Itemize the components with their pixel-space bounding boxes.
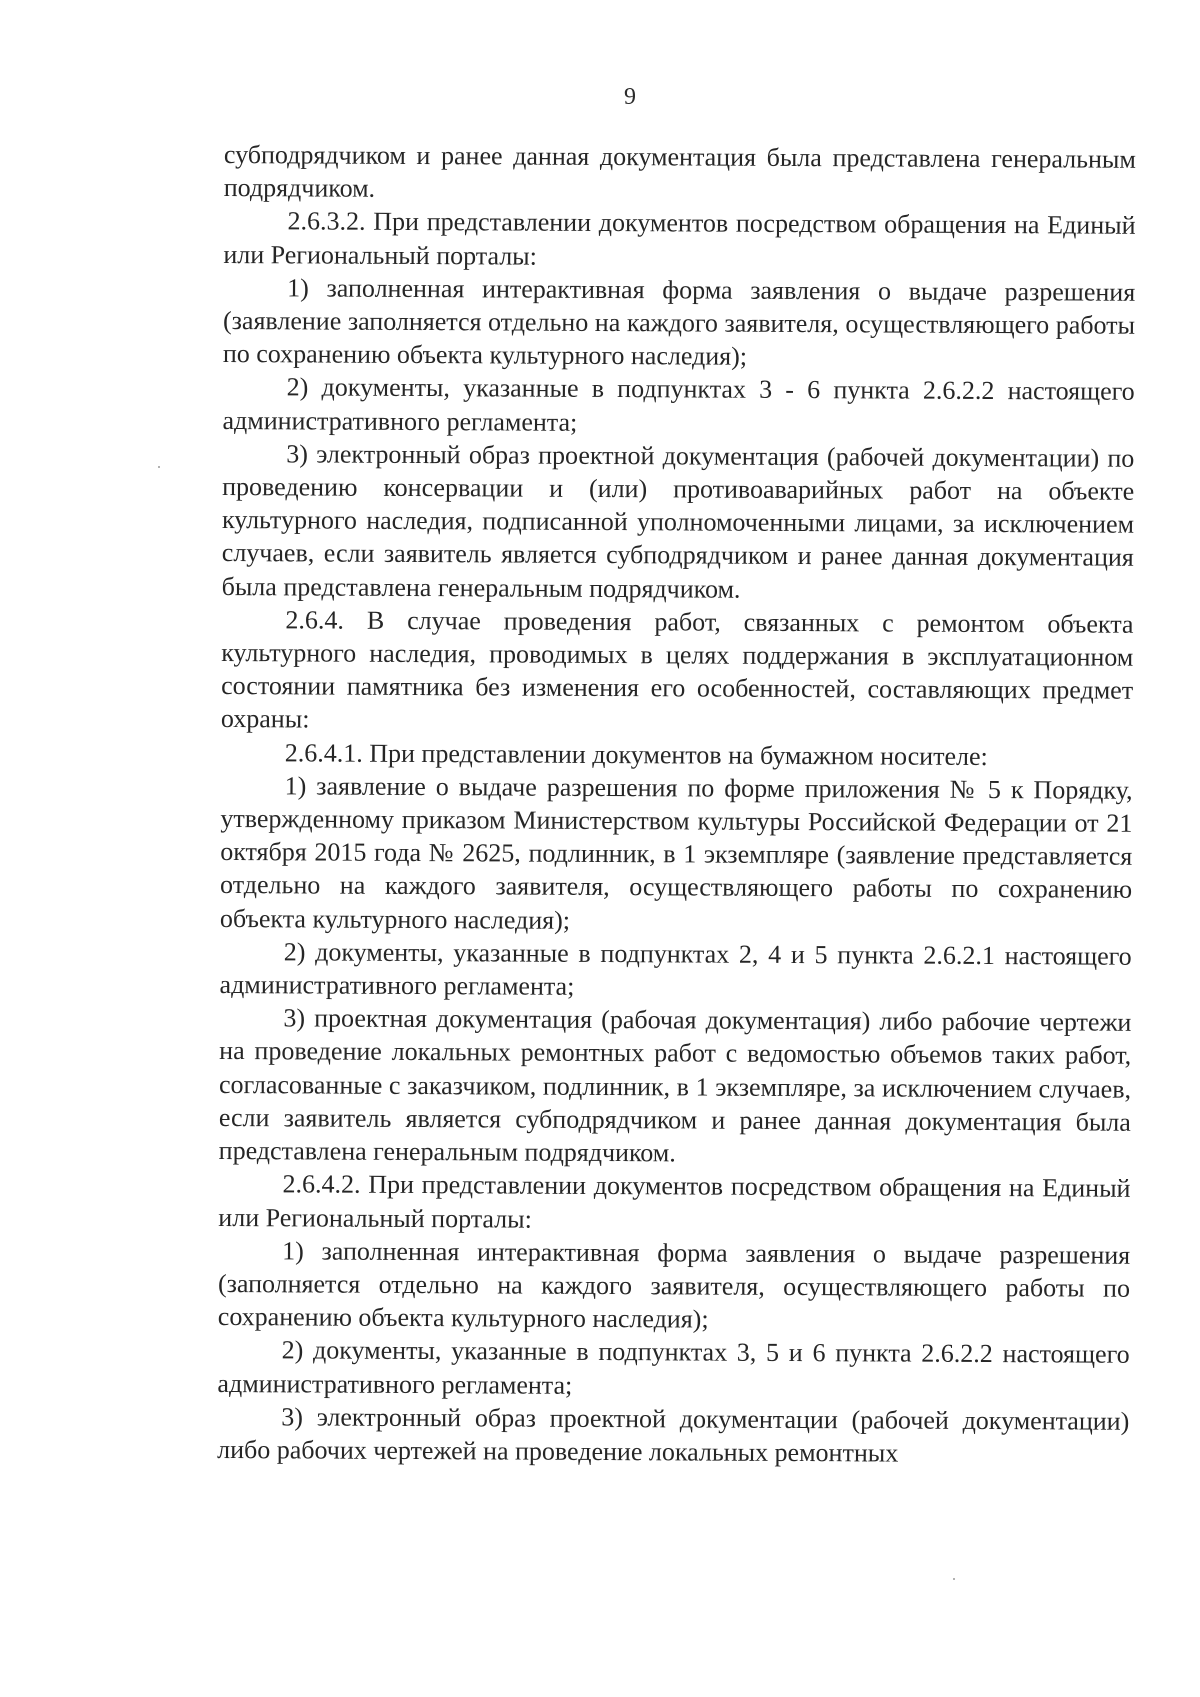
document-body — [217, 138, 1136, 1471]
paragraph-continuation: субподрядчиком и ранее данная документация была представлена генеральным подрядчиком. — [223, 139, 1136, 203]
list-item-3: 3) проектная документация (рабочая документация) либо рабочие чертежи на проведение локальных ремонтных работ с ведомостью объемов таких работ, согласованные с заказчиком, подлинник, в 1 экземпляре, за исключением случаев, если заявитель является субподрядчиком и ранее данная документация была представлена генеральным подрядчиком. — [218, 1003, 1132, 1168]
paragraph-2-6-4: 2.6.4. В случае проведения работ, связанных с ремонтом объекта культурного наследия, проводимых в целях поддержания в эксплуатационном состоянии памятника без изменения его особенностей, составляющих предмет охраны: — [220, 605, 1134, 734]
paragraph-2-6-4-2: 2.6.4.2. При представлении документов посредством обращения на Единый или Региональный порталы: — [218, 1169, 1131, 1234]
list-item-2: 2) документы, указанные в подпунктах 3, 5 и 6 пункта 2.6.2.2 настоящего административного регламента; — [217, 1335, 1130, 1400]
list-item-1: 1) заполненная интерактивная форма заявления о выдаче разрешения (заполняется отдельно на каждого заявителя, осуществляющего работы по сохранению объекта культурного наследия); — [217, 1236, 1131, 1334]
list-item-2: 2) документы, указанные в подпунктах 3 - 6 пункта 2.6.2.2 настоящего административного регламента; — [222, 372, 1135, 437]
scan-speck — [158, 466, 160, 468]
list-item-3: 3) электронный образ проектной документация (рабочей документации) по проведению консервации и (или) противоаварийных работ на объекте культурного наследия, подписанной уполномоченными лицами, за исключением случаев, если заявитель является субподрядчиком и ранее данная документация была представлена генеральным подрядчиком. — [221, 439, 1135, 604]
list-item-1: 1) заполненная интерактивная форма заявления о выдаче разрешения (заявление заполняется отдельно на каждого заявителя, осуществляющего работы по сохранению объекта культурного наследия); — [222, 273, 1136, 371]
scan-speck — [953, 1578, 955, 1580]
paragraph-2-6-4-1: 2.6.4.1. При представлении документов на бумажном носителе: — [284, 737, 988, 771]
page-number: 9 — [624, 84, 636, 110]
list-item-1: 1) заявление о выдаче разрешения по форме приложения № 5 к Порядку, утвержденному приказом Министерством культуры Российской Федерации от 21 октября 2015 года № 2625, подлинник, в 1 экземпляре (заявление представляется отдельно на каждого заявителя, осуществляющего работы по сохранению объекта культурного наследия); — [219, 771, 1133, 935]
list-item-2: 2) документы, указанные в подпунктах 2, 4 и 5 пункта 2.6.2.1 настоящего административного регламента; — [219, 937, 1132, 1001]
list-item-3-partial: 3) электронный образ проектной документации (рабочей документации) либо рабочих чертежей на проведение локальных ремонтных — [217, 1402, 1130, 1468]
paragraph-2-6-3-2: 2.6.3.2. При представлении документов посредством обращения на Единый или Региональный порталы: — [223, 206, 1136, 271]
